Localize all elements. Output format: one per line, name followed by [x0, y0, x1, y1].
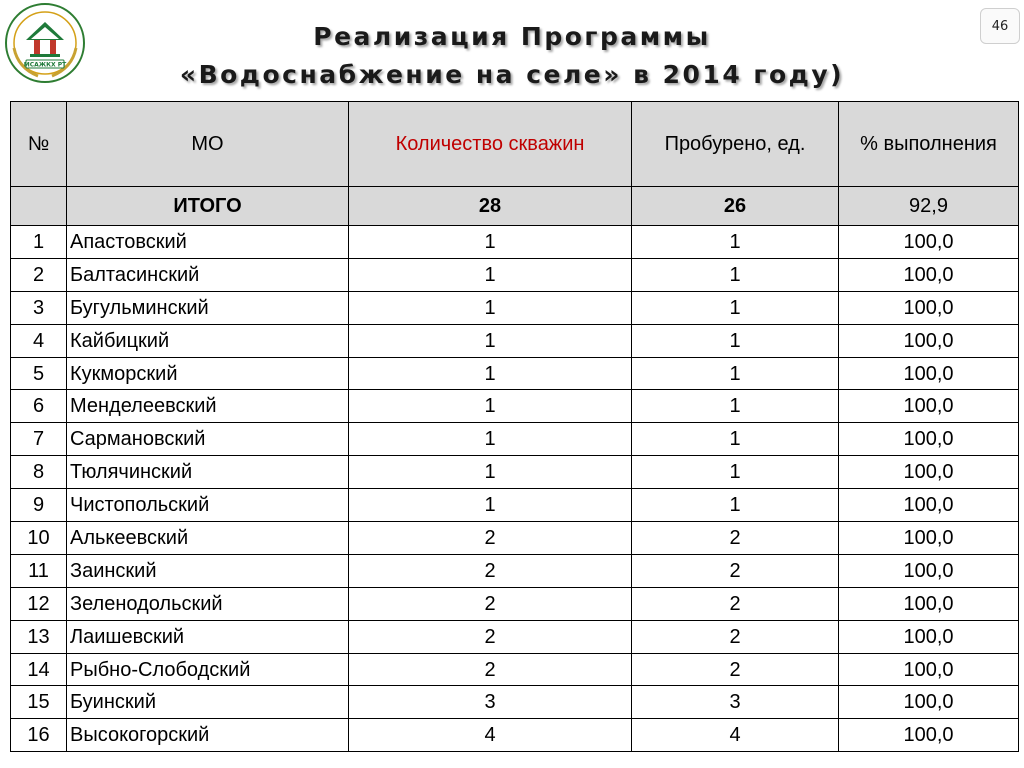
row-percent: 100,0 [839, 456, 1019, 489]
row-drilled: 2 [632, 653, 839, 686]
row-mo: Кукморский [67, 357, 349, 390]
row-num: 7 [11, 423, 67, 456]
row-num: 9 [11, 489, 67, 522]
row-wells: 2 [349, 522, 632, 555]
row-percent: 100,0 [839, 357, 1019, 390]
row-percent: 100,0 [839, 653, 1019, 686]
row-drilled: 3 [632, 686, 839, 719]
row-wells: 1 [349, 390, 632, 423]
row-wells: 1 [349, 357, 632, 390]
table-row [11, 226, 1019, 259]
row-wells: 1 [349, 456, 632, 489]
table-row [11, 456, 1019, 489]
row-percent: 100,0 [839, 226, 1019, 259]
row-drilled: 1 [632, 456, 839, 489]
table-row [11, 390, 1019, 423]
total-drilled: 26 [632, 187, 839, 226]
row-percent: 100,0 [839, 390, 1019, 423]
row-drilled: 1 [632, 423, 839, 456]
row-mo: Лаишевский [67, 620, 349, 653]
row-num: 6 [11, 390, 67, 423]
row-drilled: 1 [632, 357, 839, 390]
row-mo: Рыбно-Слободский [67, 653, 349, 686]
total-num [11, 187, 67, 226]
table-row [11, 357, 1019, 390]
row-wells: 2 [349, 554, 632, 587]
table-row [11, 587, 1019, 620]
row-percent: 100,0 [839, 258, 1019, 291]
row-wells: 1 [349, 423, 632, 456]
row-percent: 100,0 [839, 620, 1019, 653]
row-wells: 4 [349, 719, 632, 752]
row-num: 16 [11, 719, 67, 752]
total-label: ИТОГО [67, 187, 349, 226]
header-wells: Количество скважин [349, 102, 632, 187]
row-wells: 1 [349, 226, 632, 259]
row-wells: 1 [349, 258, 632, 291]
row-mo: Алькеевский [67, 522, 349, 555]
row-drilled: 1 [632, 258, 839, 291]
row-drilled: 2 [632, 522, 839, 555]
title-line-1: Реализация Программы [313, 22, 711, 51]
row-wells: 2 [349, 620, 632, 653]
row-num: 12 [11, 587, 67, 620]
row-num: 2 [11, 258, 67, 291]
total-percent: 92,9 [839, 187, 1019, 226]
row-drilled: 2 [632, 587, 839, 620]
row-mo: Менделеевский [67, 390, 349, 423]
row-mo: Балтасинский [67, 258, 349, 291]
row-num: 14 [11, 653, 67, 686]
table-row [11, 719, 1019, 752]
row-mo: Сармановский [67, 423, 349, 456]
row-num: 15 [11, 686, 67, 719]
row-mo: Чистопольский [67, 489, 349, 522]
row-num: 4 [11, 324, 67, 357]
row-percent: 100,0 [839, 554, 1019, 587]
row-num: 3 [11, 291, 67, 324]
title-line-2: «Водоснабжение на селе» в 2014 году) [179, 60, 845, 89]
row-drilled: 2 [632, 620, 839, 653]
row-drilled: 1 [632, 390, 839, 423]
header-num: № [11, 102, 67, 187]
row-num: 1 [11, 226, 67, 259]
row-mo: Буинский [67, 686, 349, 719]
table-row [11, 291, 1019, 324]
row-wells: 2 [349, 587, 632, 620]
row-drilled: 1 [632, 226, 839, 259]
row-drilled: 1 [632, 324, 839, 357]
svg-text:МСАЖКХ РТ: МСАЖКХ РТ [23, 61, 67, 69]
table-row [11, 489, 1019, 522]
row-num: 13 [11, 620, 67, 653]
row-percent: 100,0 [839, 719, 1019, 752]
table-header-row [11, 102, 1019, 187]
row-num: 5 [11, 357, 67, 390]
row-drilled: 1 [632, 291, 839, 324]
wells-table [10, 101, 1019, 752]
row-wells: 2 [349, 653, 632, 686]
row-mo: Заинский [67, 554, 349, 587]
header-drilled: Пробурено, ед. [632, 102, 839, 187]
header-percent: % выполнения [839, 102, 1019, 187]
row-drilled: 2 [632, 554, 839, 587]
table-row [11, 554, 1019, 587]
row-percent: 100,0 [839, 522, 1019, 555]
row-drilled: 4 [632, 719, 839, 752]
row-wells: 3 [349, 686, 632, 719]
slide-title [0, 18, 1024, 94]
table-row [11, 258, 1019, 291]
row-num: 10 [11, 522, 67, 555]
row-num: 11 [11, 554, 67, 587]
total-wells: 28 [349, 187, 632, 226]
table-row [11, 686, 1019, 719]
row-mo: Тюлячинский [67, 456, 349, 489]
row-wells: 1 [349, 291, 632, 324]
row-mo: Апастовский [67, 226, 349, 259]
slide-number: 46 [980, 8, 1020, 44]
row-percent: 100,0 [839, 489, 1019, 522]
row-num: 8 [11, 456, 67, 489]
row-mo: Зеленодольский [67, 587, 349, 620]
row-percent: 100,0 [839, 686, 1019, 719]
table-row [11, 653, 1019, 686]
row-mo: Высокогорский [67, 719, 349, 752]
row-mo: Кайбицкий [67, 324, 349, 357]
header-mo: МО [67, 102, 349, 187]
row-percent: 100,0 [839, 587, 1019, 620]
row-drilled: 1 [632, 489, 839, 522]
table-row [11, 620, 1019, 653]
row-wells: 1 [349, 324, 632, 357]
row-mo: Бугульминский [67, 291, 349, 324]
row-wells: 1 [349, 489, 632, 522]
table-row [11, 324, 1019, 357]
row-percent: 100,0 [839, 291, 1019, 324]
table-row [11, 522, 1019, 555]
row-percent: 100,0 [839, 324, 1019, 357]
table-row [11, 423, 1019, 456]
row-percent: 100,0 [839, 423, 1019, 456]
total-row [11, 187, 1019, 226]
